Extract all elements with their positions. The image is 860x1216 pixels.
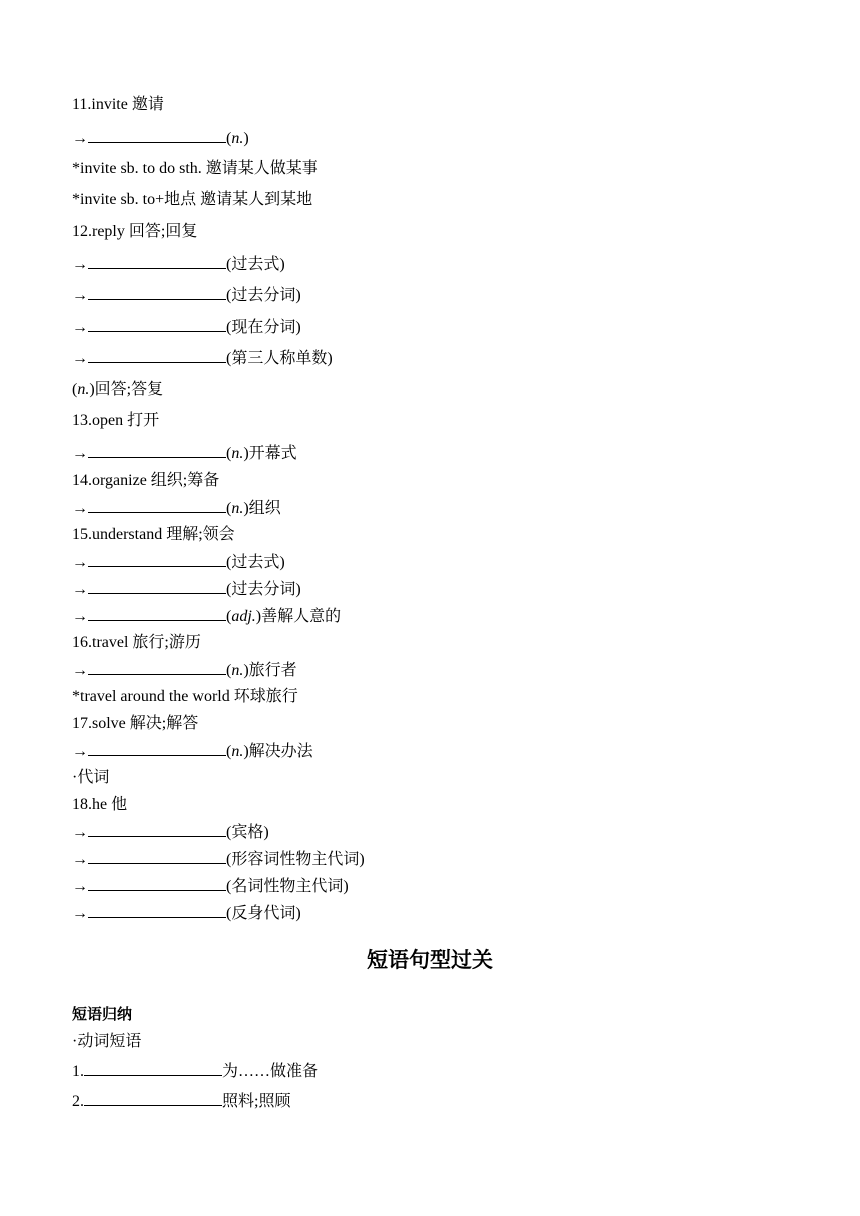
phrase-number: 2. <box>72 1093 84 1110</box>
answer-blank[interactable] <box>88 498 226 513</box>
arrow: → <box>72 824 88 841</box>
answer-blank[interactable] <box>88 822 226 837</box>
arrow: → <box>72 287 88 304</box>
answer-blank[interactable] <box>84 1091 222 1106</box>
arrow: → <box>72 350 88 367</box>
vocab-18-form-2 <box>72 849 365 870</box>
form-meaning: )开幕式 <box>243 445 297 462</box>
arrow: → <box>72 256 88 273</box>
pos-label: n. <box>231 500 244 517</box>
vocab-18-head: 18.he 他 <box>72 796 128 813</box>
phrase-item-2 <box>72 1091 290 1112</box>
pos-label: n. <box>231 130 244 147</box>
vocab-12-form-1 <box>72 254 285 275</box>
vocab-12-form-3 <box>72 317 301 338</box>
form-label: (过去分词) <box>226 287 301 304</box>
vocab-11-head: 11.invite 邀请 <box>72 96 164 113</box>
pos-label: n. <box>231 662 244 679</box>
vocab-12-noun: (n.)回答;答复 <box>72 381 164 398</box>
form-label: (宾格) <box>226 824 269 841</box>
form-label: (过去式) <box>226 554 285 571</box>
vocab-11-form-noun: → (n.) <box>72 130 249 147</box>
answer-blank[interactable] <box>88 348 226 363</box>
vocab-11-note-2: *invite sb. to+地点 邀请某人到某地 <box>72 191 313 208</box>
vocab-15-head: 15.understand 理解;领会 <box>72 526 235 543</box>
form-label: (第三人称单数) <box>226 350 333 367</box>
arrow: → <box>72 319 88 336</box>
pronoun-category-label: ·代词 <box>72 769 110 786</box>
vocab-18-form-3 <box>72 876 349 897</box>
pos-label: adj. <box>231 608 256 625</box>
answer-blank[interactable] <box>88 579 226 594</box>
vocab-17-form: → (n.)解决办法 <box>72 743 313 760</box>
form-meaning: )旅行者 <box>243 662 297 679</box>
vocab-11-note-1: *invite sb. to do sth. 邀请某人做某事 <box>72 160 318 177</box>
answer-blank[interactable] <box>88 849 226 864</box>
vocab-12-form-2 <box>72 285 301 306</box>
phrase-subheading: 短语归纳 <box>72 1005 133 1023</box>
form-label: (现在分词) <box>226 319 301 336</box>
form-label: (形容词性物主代词) <box>226 851 365 868</box>
arrow: → <box>72 608 88 625</box>
section-title: 短语句型过关 <box>367 948 493 972</box>
phrase-item-1 <box>72 1061 318 1082</box>
vocab-12-form-4 <box>72 348 333 369</box>
phrase-meaning: 为……做准备 <box>222 1063 319 1080</box>
vocab-12-head: 12.reply 回答;回复 <box>72 223 198 240</box>
vocab-16-note: *travel around the world 环球旅行 <box>72 688 298 705</box>
arrow: → <box>72 851 88 868</box>
answer-blank[interactable] <box>88 128 226 143</box>
form-label: (反身代词) <box>226 905 301 922</box>
pos-label: n. <box>77 381 90 398</box>
vocab-15-form-2 <box>72 579 301 600</box>
arrow: → <box>72 743 88 760</box>
vocab-15-form-3: → (adj.)善解人意的 <box>72 608 342 625</box>
vocab-13-form: → (n.)开幕式 <box>72 445 297 462</box>
vocab-13-head: 13.open 打开 <box>72 412 160 429</box>
answer-blank[interactable] <box>88 443 226 458</box>
answer-blank[interactable] <box>88 254 226 269</box>
vocab-17-head: 17.solve 解决;解答 <box>72 715 199 732</box>
form-meaning: )解决办法 <box>243 743 313 760</box>
pos-label: n. <box>231 445 244 462</box>
vocab-16-form: → (n.)旅行者 <box>72 662 297 679</box>
arrow: → <box>72 581 88 598</box>
form-label: (过去分词) <box>226 581 301 598</box>
answer-blank[interactable] <box>88 606 226 621</box>
answer-blank[interactable] <box>88 903 226 918</box>
answer-blank[interactable] <box>84 1061 222 1076</box>
answer-blank[interactable] <box>88 660 226 675</box>
form-label: (过去式) <box>226 256 285 273</box>
answer-blank[interactable] <box>88 317 226 332</box>
vocab-18-form-1 <box>72 822 269 843</box>
answer-blank[interactable] <box>88 285 226 300</box>
arrow: → <box>72 878 88 895</box>
phrase-number: 1. <box>72 1063 84 1080</box>
arrow: → <box>72 445 88 462</box>
arrow: → <box>72 130 88 147</box>
verb-phrase-category-label: ·动词短语 <box>72 1033 142 1050</box>
form-label: (名词性物主代词) <box>226 878 349 895</box>
answer-blank[interactable] <box>88 741 226 756</box>
vocab-16-head: 16.travel 旅行;游历 <box>72 634 201 651</box>
answer-blank[interactable] <box>88 552 226 567</box>
form-meaning: )组织 <box>243 500 281 517</box>
phrase-meaning: 照料;照顾 <box>222 1093 291 1110</box>
answer-blank[interactable] <box>88 876 226 891</box>
arrow: → <box>72 500 88 517</box>
vocab-14-head: 14.organize 组织;筹备 <box>72 472 220 489</box>
noun-meaning: )回答;答复 <box>89 381 164 398</box>
vocab-18-form-4 <box>72 903 301 924</box>
arrow: → <box>72 662 88 679</box>
pos-label: n. <box>231 743 244 760</box>
form-meaning: )善解人意的 <box>255 608 342 625</box>
vocab-14-form: → (n.)组织 <box>72 500 281 517</box>
arrow: → <box>72 554 88 571</box>
arrow: → <box>72 905 88 922</box>
vocab-15-form-1 <box>72 552 285 573</box>
